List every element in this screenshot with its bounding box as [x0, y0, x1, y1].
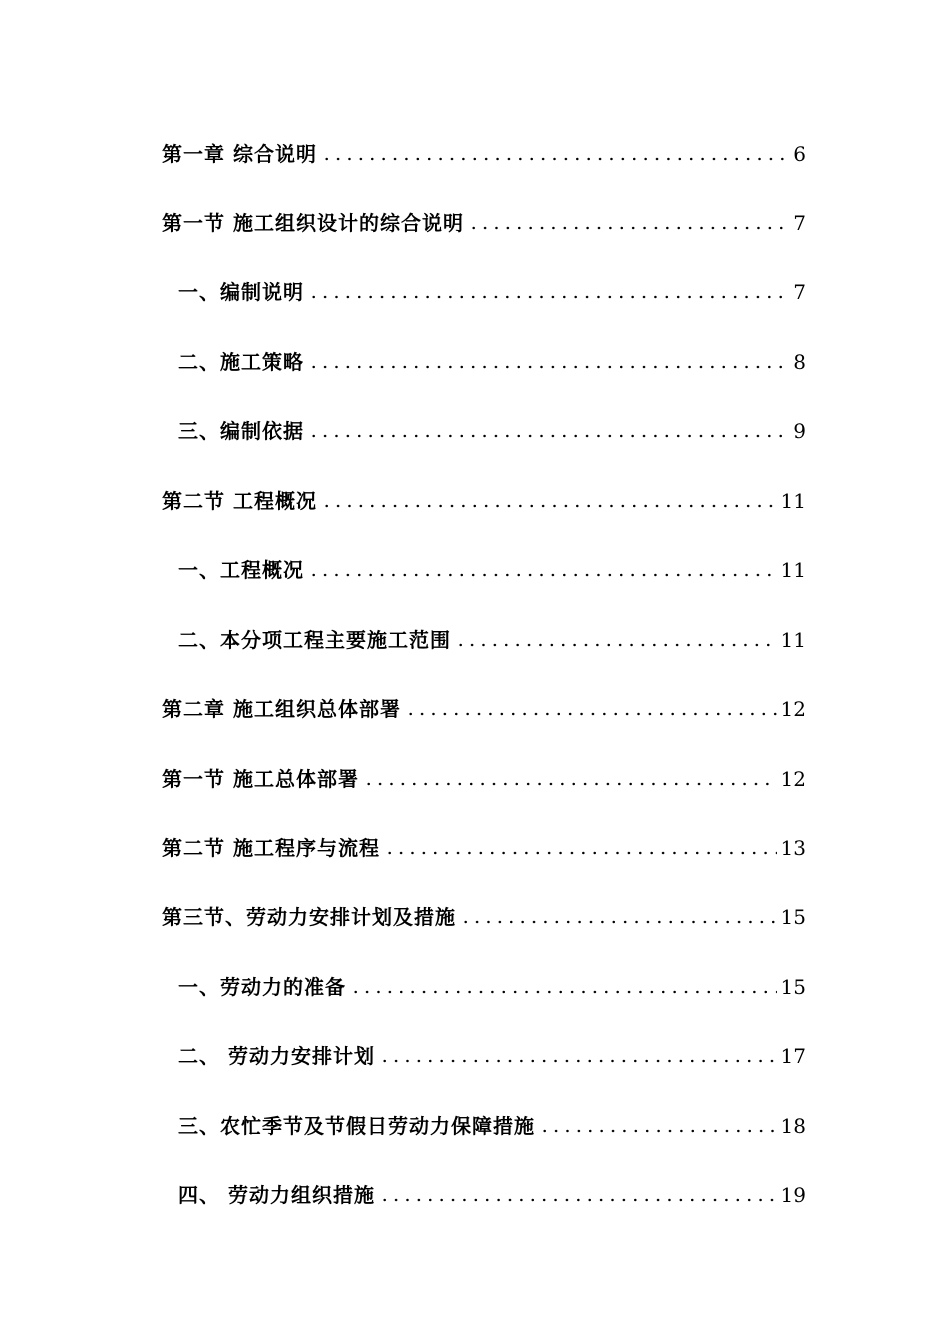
toc-dot-leader [384, 851, 777, 855]
toc-dot-leader [321, 504, 777, 508]
toc-dot-leader [308, 295, 789, 299]
toc-page-number: 13 [780, 836, 806, 860]
toc-page-number: 19 [780, 1183, 806, 1207]
toc-entry-label: 第一节 施工总体部署 [162, 767, 359, 791]
toc-entry[interactable] [178, 1036, 806, 1068]
toc-entry-label: 第一章 综合说明 [162, 142, 317, 166]
toc-entry-label: 第二节 施工程序与流程 [162, 836, 380, 860]
toc-entry-label: 二、施工策略 [178, 350, 304, 374]
toc-entry[interactable] [162, 689, 806, 721]
toc-dot-leader [379, 1198, 777, 1202]
toc-dot-leader [455, 643, 777, 647]
toc-page-number: 11 [780, 558, 806, 582]
toc-entry-label: 二、 劳动力安排计划 [178, 1044, 375, 1068]
toc-entry-label: 第一节 施工组织设计的综合说明 [162, 211, 464, 235]
toc-entry[interactable] [178, 411, 806, 443]
toc-dot-leader [308, 365, 789, 369]
toc-entry[interactable] [178, 550, 806, 582]
toc-page-number: 12 [780, 767, 806, 791]
toc-page-number: 8 [793, 350, 806, 374]
toc-entry[interactable] [178, 1175, 806, 1207]
toc-page-number: 9 [793, 419, 806, 443]
toc-entry[interactable] [162, 897, 806, 929]
toc-entry[interactable] [162, 134, 806, 166]
toc-page-number: 18 [780, 1114, 806, 1138]
toc-entry-label: 第二节 工程概况 [162, 489, 317, 513]
toc-page-number: 15 [780, 905, 806, 929]
toc-dot-leader [308, 573, 777, 577]
toc-entry-label: 三、编制依据 [178, 419, 304, 443]
toc-dot-leader [460, 920, 777, 924]
toc-page-number: 11 [780, 628, 806, 652]
toc-dot-leader [405, 712, 777, 716]
toc-page-number: 12 [780, 697, 806, 721]
toc-entry-label: 一、工程概况 [178, 558, 304, 582]
toc-entry[interactable] [178, 620, 806, 652]
toc-page-number: 7 [793, 211, 806, 235]
toc-page-number: 7 [793, 280, 806, 304]
toc-dot-leader [350, 990, 777, 994]
toc-entry[interactable] [162, 481, 806, 513]
toc-dot-leader [539, 1129, 777, 1133]
toc-entry[interactable] [178, 342, 806, 374]
toc-dot-leader [468, 226, 789, 230]
toc-entry-label: 四、 劳动力组织措施 [178, 1183, 375, 1207]
toc-entry-label: 第三节、劳动力安排计划及措施 [162, 905, 456, 929]
toc-dot-leader [308, 434, 789, 438]
toc-entry[interactable] [162, 828, 806, 860]
toc-entry[interactable] [162, 203, 806, 235]
toc-page-number: 17 [780, 1044, 806, 1068]
toc-page-number: 6 [793, 142, 806, 166]
toc-dot-leader [363, 782, 777, 786]
toc-page-number: 15 [780, 975, 806, 999]
toc-entry[interactable] [162, 759, 806, 791]
toc-entry-label: 二、本分项工程主要施工范围 [178, 628, 451, 652]
toc-dot-leader [321, 157, 789, 161]
toc-entry-label: 第二章 施工组织总体部署 [162, 697, 401, 721]
toc-page-number: 11 [780, 489, 806, 513]
toc-entry-label: 三、农忙季节及节假日劳动力保障措施 [178, 1114, 535, 1138]
toc-entry-label: 一、编制说明 [178, 280, 304, 304]
toc-entry[interactable] [178, 1106, 806, 1138]
toc-dot-leader [379, 1059, 777, 1063]
toc-entry[interactable] [178, 967, 806, 999]
toc-entry-label: 一、劳动力的准备 [178, 975, 346, 999]
toc-entry[interactable] [178, 272, 806, 304]
